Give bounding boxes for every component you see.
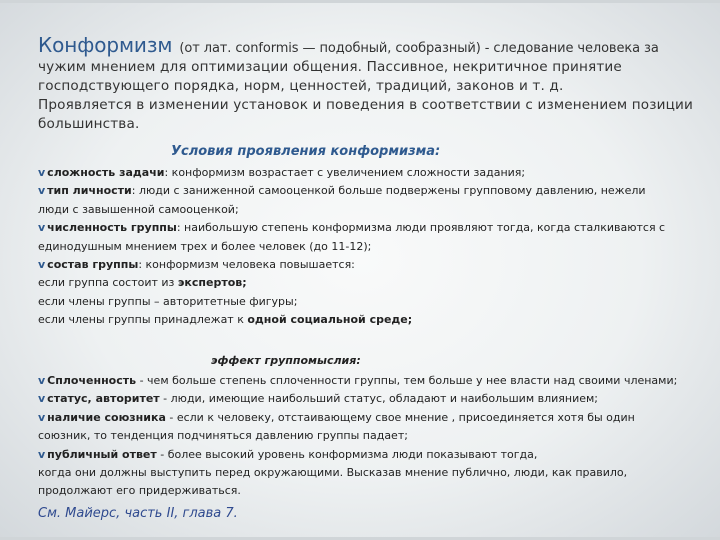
conditions-heading: Условия проявления конформизма: <box>171 144 441 159</box>
item-text: - если к человеку, отстаивающему свое мнение , присоединяется хотя бы один союзник, то тенденция подчиняться давлению группы падает; <box>38 410 635 443</box>
checkmark-icon: v <box>38 374 46 387</box>
item-term: тип личности <box>47 184 132 198</box>
item-term: наличие союзника <box>47 410 166 424</box>
item-text: - более высокий уровень конформизма люди показывают тогда, когда они должны выступить перед окружающими. Высказав мнение публично, люди, как правило, продолжают его придерживаться. <box>38 447 628 498</box>
sub-item-text: если члены группы принадлежат к <box>38 313 248 327</box>
groupthink-list <box>38 372 708 501</box>
item-term: Сплоченность <box>47 374 137 387</box>
sub-item <box>38 274 708 292</box>
item-term: состав группы <box>47 258 139 272</box>
list-item <box>38 446 708 501</box>
checkmark-icon: v <box>38 447 46 461</box>
item-text: - люди, имеющие наибольший статус, обладают и наибольшим влиянием; <box>159 392 599 406</box>
list-item <box>38 256 708 274</box>
item-term: сложность задачи <box>47 166 165 179</box>
checkmark-icon: v <box>38 410 46 424</box>
sub-item <box>38 311 708 329</box>
checkmark-icon: v <box>38 221 46 235</box>
conditions-list <box>38 164 708 330</box>
list-item <box>38 390 708 408</box>
item-text: - чем больше степень сплоченности группы, тем больше у нее власти над своими членами; <box>136 374 678 387</box>
title-term: Конформизм <box>38 33 173 57</box>
groupthink-heading: эффект группомыслия: <box>211 354 361 367</box>
sub-item-bold: одной социальной среде; <box>247 313 413 327</box>
sub-item-bold: экспертов; <box>177 276 247 290</box>
checkmark-icon: v <box>38 258 46 272</box>
item-text: : конформизм возрастает с увеличением сложности задания; <box>164 166 526 179</box>
list-item <box>38 182 708 219</box>
list-item <box>38 409 708 446</box>
intro <box>38 58 708 134</box>
list-item <box>38 164 708 182</box>
item-text: : люди с заниженной самооценкой больше подвержены групповому давлению, нежели люди с завышенной самооценкой; <box>38 184 646 216</box>
item-text: : конформизм человека повышается: <box>138 258 355 272</box>
checkmark-icon: v <box>38 166 46 179</box>
reference-note: См. Майерс, часть II, глава 7. <box>38 506 238 521</box>
item-term: публичный ответ <box>47 447 157 461</box>
list-item <box>38 219 708 256</box>
item-text: : наибольшую степень конформизма люди проявляют тогда, когда сталкиваются с единодушным мнением трех и более человек (до 11-12); <box>38 221 666 253</box>
top-border <box>0 0 720 3</box>
list-item <box>38 372 708 390</box>
sub-item: если члены группы – авторитетные фигуры; <box>38 294 298 308</box>
intro-paragraph-2: Проявляется в изменении установок и поведения в соответствии с изменением позиции большинства. <box>38 97 693 132</box>
sub-item-text: если группа состоит из <box>38 276 178 290</box>
intro-paragraph-1: чужим мнением для оптимизации общения. Пассивное, некритичное принятие господствующего порядка, норм, ценностей, традиций, законов и т. д. <box>38 59 622 94</box>
checkmark-icon: v <box>38 392 46 406</box>
item-term: статус, авторитет <box>47 392 160 406</box>
item-term: численность группы <box>47 221 177 235</box>
checkmark-icon: v <box>38 184 46 198</box>
title-line <box>38 33 708 57</box>
title-definition: (от лат. conformis — подобный, сообразный) - следование человека за <box>179 41 659 56</box>
